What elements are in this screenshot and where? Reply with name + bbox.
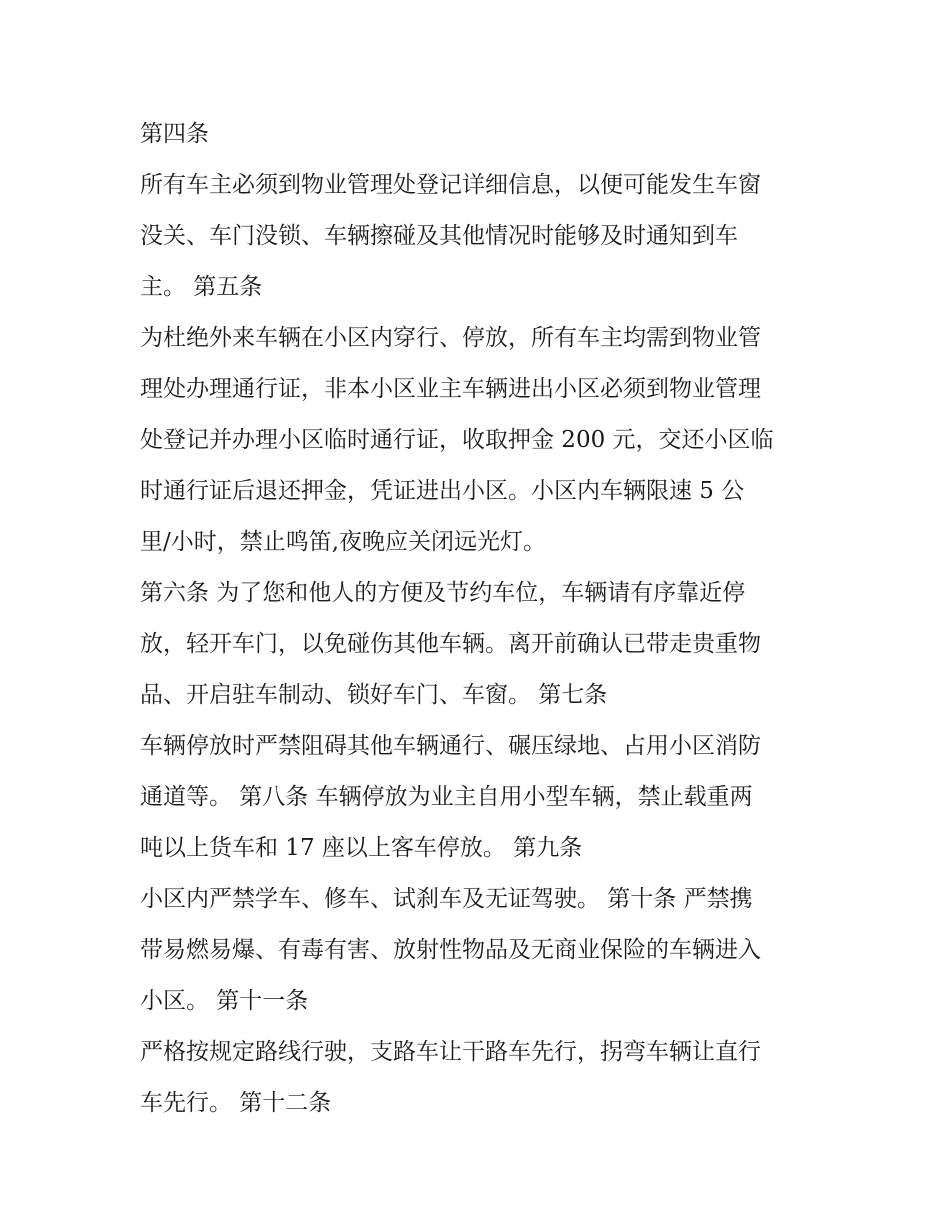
text-line-4: 主。 第五条: [140, 274, 263, 300]
text-line-16: 小区内严禁学车、修车、试刹车及无证驾驶。 第十条 严禁携: [140, 886, 753, 912]
text-line-1: 第四条: [140, 121, 209, 147]
text-line-12: 品、开启驻车制动、锁好车门、车窗。 第七条: [140, 682, 608, 708]
text-line-20: 车先行。 第十二条: [140, 1090, 332, 1116]
text-line-11: 放，轻开车门，以免碰伤其他车辆。离开前确认已带走贵重物: [140, 631, 761, 657]
text-line-9: 里/小时，禁止鸣笛,夜晚应关闭远光灯。: [140, 529, 547, 555]
text-line-6: 理处办理通行证，非本小区业主车辆进出小区必须到物业管理: [140, 376, 761, 402]
text-line-8: 时通行证后退还押金，凭证进出小区。小区内车辆限速 5 公: [140, 478, 745, 504]
text-line-14: 通道等。 第八条 车辆停放为业主自用小型车辆，禁止载重两: [140, 784, 753, 810]
text-line-18: 小区。 第十一条: [140, 988, 309, 1014]
text-line-3: 没关、车门没锁、车辆擦碰及其他情况时能够及时通知到车: [140, 223, 738, 249]
text-line-2: 所有车主必须到物业管理处登记详细信息，以便可能发生车窗: [140, 172, 761, 198]
text-line-15: 吨以上货车和 17 座以上客车停放。 第九条: [140, 835, 583, 861]
text-line-10: 第六条 为了您和他人的方便及节约车位，车辆请有序靠近停: [140, 580, 746, 606]
text-line-5: 为杜绝外来车辆在小区内穿行、停放，所有车主均需到物业管: [140, 325, 761, 351]
document-body: [140, 109, 830, 1129]
text-line-19: 严格按规定路线行驶，支路车让干路车先行，拐弯车辆让直行: [140, 1039, 761, 1065]
text-line-7: 处登记并办理小区临时通行证，收取押金 200 元，交还小区临: [140, 427, 774, 453]
text-line-17: 带易燃易爆、有毒有害、放射性物品及无商业保险的车辆进入: [140, 937, 761, 963]
text-line-13: 车辆停放时严禁阻碍其他车辆通行、碾压绿地、占用小区消防: [140, 733, 761, 759]
